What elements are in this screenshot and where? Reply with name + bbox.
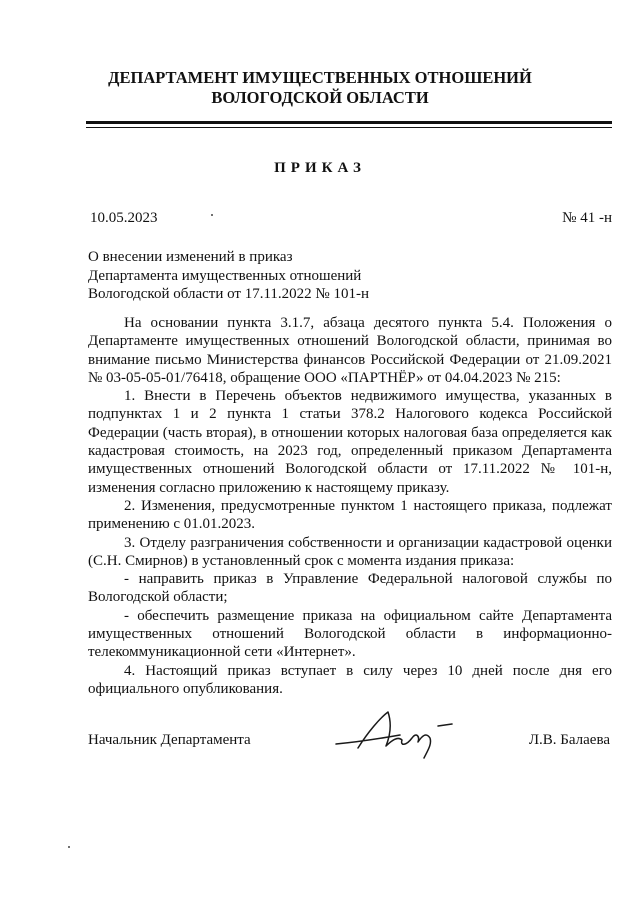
order-item-3: 3. Отделу разграничения собственности и организации кадастровой оценки (С.Н. Смирнов) в установленный срок с момента издания приказа: bbox=[88, 534, 612, 569]
scan-speck bbox=[68, 846, 70, 848]
order-item-4: 4. Настоящий приказ вступает в силу через 10 дней после дня его официального опубликования. bbox=[88, 662, 612, 697]
header-divider-thick bbox=[86, 121, 612, 124]
order-item-1: 1. Внести в Перечень объектов недвижимого имущества, указанных в подпунктах 1 и 2 пункта 1 статьи 378.2 Налогового кодекса Российской Федерации (часть вторая), в отношении которых налоговая база определяется как кадастровая стоимость, на 2023 год, определенный приказом Департамента имущественных отношений Вологодской области от 17.11.2022 № 101-н, изменения согласно приложению к настоящему приказу. bbox=[88, 388, 612, 496]
preamble-paragraph: На основании пункта 3.1.7, абзаца десятого пункта 5.4. Положения о Департаменте имущественных отношений Вологодской области, принимая во внимание письмо Министерства финансов Российской Федерации от 21.09.2021 № 03-05-05-01/76418, обращение ООО «ПАРТНЁР» от 04.04.2023 № 215: bbox=[88, 315, 612, 386]
subject-line2: Департамента имущественных отношений bbox=[88, 267, 362, 284]
department-header-line1: ДЕПАРТАМЕНТ ИМУЩЕСТВЕННЫХ ОТНОШЕНИЙ bbox=[108, 68, 532, 87]
order-item-3-subitem-1: - направить приказ в Управление Федеральной налоговой службы по Вологодской области; bbox=[88, 571, 612, 606]
header-divider-thin bbox=[86, 127, 612, 128]
document-subject bbox=[88, 248, 369, 304]
handwritten-signature-icon bbox=[328, 702, 478, 762]
signature-block bbox=[88, 732, 612, 756]
signatory-role: Начальник Департамента bbox=[88, 732, 251, 748]
subject-line1: О внесении изменений в приказ bbox=[88, 249, 293, 265]
signatory-name: Л.В. Балаева bbox=[528, 732, 610, 748]
order-item-3-subitem-2: - обеспечить размещение приказа на официальном сайте Департамента имущественных отношений Вологодской области в информационно-телекоммуникационной сети «Интернет». bbox=[88, 607, 612, 661]
document-date: 10.05.2023 bbox=[90, 210, 158, 226]
document-number: № 41 -н bbox=[562, 210, 612, 226]
department-header-line2: ВОЛОГОДСКОЙ ОБЛАСТИ bbox=[211, 88, 429, 107]
department-header bbox=[0, 68, 640, 108]
subject-line3: Вологодской области от 17.11.2022 № 101-н bbox=[88, 286, 370, 302]
document-title: ПРИКАЗ bbox=[274, 160, 366, 176]
scan-speck bbox=[211, 214, 213, 216]
document-body bbox=[88, 314, 612, 698]
order-item-2: 2. Изменения, предусмотренные пунктом 1 настоящего приказа, подлежат применению с 01.01.2023. bbox=[88, 497, 612, 533]
